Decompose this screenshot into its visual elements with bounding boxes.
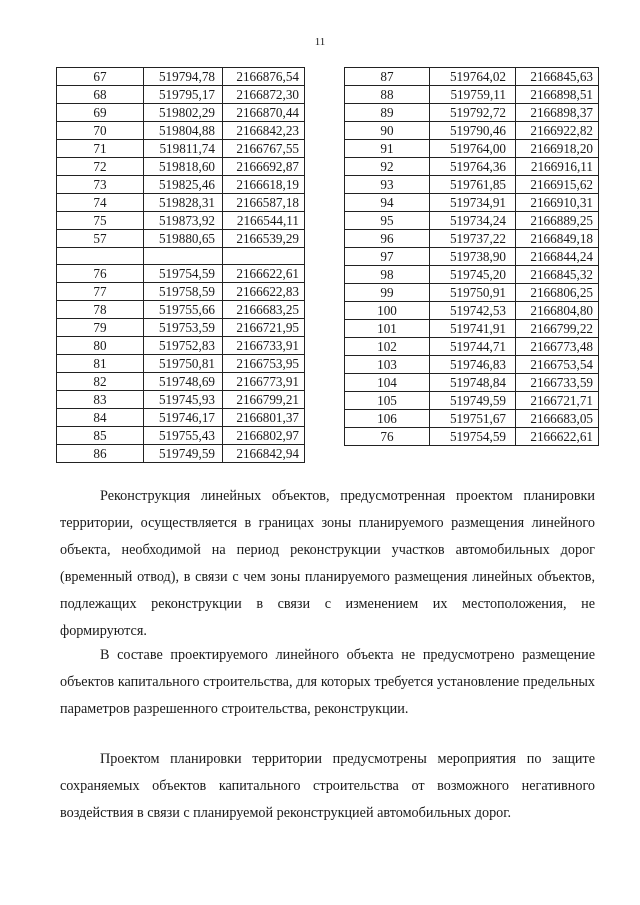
- point-number-cell: 73: [57, 176, 144, 194]
- table-row: [57, 337, 305, 355]
- x-coordinate-cell: 519751,67: [430, 410, 516, 428]
- point-number-cell: 87: [345, 68, 430, 86]
- x-coordinate-cell: 519744,71: [430, 338, 516, 356]
- y-coordinate-cell: 2166773,91: [223, 373, 305, 391]
- point-number-cell: 71: [57, 140, 144, 158]
- y-coordinate-cell: 2166898,51: [516, 86, 599, 104]
- table-row: [345, 356, 599, 374]
- y-coordinate-cell: 2166753,54: [516, 356, 599, 374]
- y-coordinate-cell: 2166692,87: [223, 158, 305, 176]
- point-number-cell: 104: [345, 374, 430, 392]
- x-coordinate-cell: 519750,81: [144, 355, 223, 373]
- x-coordinate-cell: 519804,88: [144, 122, 223, 140]
- table-row: [345, 158, 599, 176]
- table-row: [345, 320, 599, 338]
- point-number-cell: 91: [345, 140, 430, 158]
- coordinates-table-right: [344, 67, 599, 446]
- y-coordinate-cell: 2166799,21: [223, 391, 305, 409]
- point-number-cell: 68: [57, 86, 144, 104]
- y-coordinate-cell: [223, 248, 305, 265]
- table-row: [345, 428, 599, 446]
- table-row: [345, 374, 599, 392]
- y-coordinate-cell: 2166898,37: [516, 104, 599, 122]
- coordinates-table-left-body: [57, 68, 305, 463]
- x-coordinate-cell: 519802,29: [144, 104, 223, 122]
- x-coordinate-cell: 519764,00: [430, 140, 516, 158]
- y-coordinate-cell: 2166539,29: [223, 230, 305, 248]
- point-number-cell: 76: [345, 428, 430, 446]
- y-coordinate-cell: 2166587,18: [223, 194, 305, 212]
- x-coordinate-cell: 519754,59: [144, 265, 223, 283]
- y-coordinate-cell: 2166801,37: [223, 409, 305, 427]
- table-row: [345, 284, 599, 302]
- table-row: [57, 68, 305, 86]
- table-row: [345, 392, 599, 410]
- x-coordinate-cell: 519794,78: [144, 68, 223, 86]
- table-row: [345, 68, 599, 86]
- point-number-cell: 76: [57, 265, 144, 283]
- coordinates-table-left: [56, 67, 305, 463]
- table-row: [57, 122, 305, 140]
- y-coordinate-cell: 2166842,94: [223, 445, 305, 463]
- table-row: [57, 86, 305, 104]
- table-row: [345, 122, 599, 140]
- table-row: [57, 158, 305, 176]
- point-number-cell: 88: [345, 86, 430, 104]
- point-number-cell: 83: [57, 391, 144, 409]
- x-coordinate-cell: 519734,91: [430, 194, 516, 212]
- point-number-cell: 77: [57, 283, 144, 301]
- point-number-cell: 92: [345, 158, 430, 176]
- point-number-cell: 99: [345, 284, 430, 302]
- x-coordinate-cell: 519755,66: [144, 301, 223, 319]
- point-number-cell: 89: [345, 104, 430, 122]
- coordinates-table-right-body: [345, 68, 599, 446]
- point-number-cell: 105: [345, 392, 430, 410]
- paragraph-protection-measures: Проектом планировки территории предусмотрены мероприятия по защите сохраняемых объектов капитального строительства от возможного негативного воздействия в связи с планируемой реконструкцией автомобильных дорог.: [60, 751, 595, 821]
- x-coordinate-cell: 519737,22: [430, 230, 516, 248]
- y-coordinate-cell: 2166733,59: [516, 374, 599, 392]
- y-coordinate-cell: 2166910,31: [516, 194, 599, 212]
- table-row: [57, 230, 305, 248]
- point-number-cell: 103: [345, 356, 430, 374]
- x-coordinate-cell: 519748,69: [144, 373, 223, 391]
- x-coordinate-cell: 519752,83: [144, 337, 223, 355]
- point-number-cell: 100: [345, 302, 430, 320]
- table-row: [57, 355, 305, 373]
- point-number-cell: 72: [57, 158, 144, 176]
- x-coordinate-cell: 519755,43: [144, 427, 223, 445]
- table-row: [345, 302, 599, 320]
- y-coordinate-cell: 2166922,82: [516, 122, 599, 140]
- table-row: [57, 194, 305, 212]
- table-row: [345, 176, 599, 194]
- point-number-cell: 102: [345, 338, 430, 356]
- y-coordinate-cell: 2166872,30: [223, 86, 305, 104]
- table-row: [57, 265, 305, 283]
- table-row: [345, 266, 599, 284]
- table-row: [345, 248, 599, 266]
- y-coordinate-cell: 2166622,83: [223, 283, 305, 301]
- y-coordinate-cell: 2166622,61: [223, 265, 305, 283]
- table-row: [57, 104, 305, 122]
- x-coordinate-cell: 519828,31: [144, 194, 223, 212]
- table-row: [57, 212, 305, 230]
- y-coordinate-cell: 2166802,97: [223, 427, 305, 445]
- y-coordinate-cell: 2166683,05: [516, 410, 599, 428]
- y-coordinate-cell: 2166721,71: [516, 392, 599, 410]
- point-number-cell: 94: [345, 194, 430, 212]
- y-coordinate-cell: 2166870,44: [223, 104, 305, 122]
- y-coordinate-cell: 2166622,61: [516, 428, 599, 446]
- y-coordinate-cell: 2166849,18: [516, 230, 599, 248]
- y-coordinate-cell: 2166844,24: [516, 248, 599, 266]
- point-number-cell: 84: [57, 409, 144, 427]
- table-row: [57, 445, 305, 463]
- y-coordinate-cell: 2166683,25: [223, 301, 305, 319]
- point-number-cell: 78: [57, 301, 144, 319]
- y-coordinate-cell: 2166544,11: [223, 212, 305, 230]
- table-row: [345, 230, 599, 248]
- y-coordinate-cell: 2166845,32: [516, 266, 599, 284]
- x-coordinate-cell: 519764,02: [430, 68, 516, 86]
- point-number-cell: 82: [57, 373, 144, 391]
- x-coordinate-cell: 519761,85: [430, 176, 516, 194]
- x-coordinate-cell: 519749,59: [430, 392, 516, 410]
- table-row: [57, 301, 305, 319]
- y-coordinate-cell: 2166918,20: [516, 140, 599, 158]
- point-number-cell: [57, 248, 144, 265]
- x-coordinate-cell: 519753,59: [144, 319, 223, 337]
- paragraph-capital-construction: В составе проектируемого линейного объекта не предусмотрено размещение объектов капитального строительства, для которых требуется установление предельных параметров разрешенного строительства, реконструкции.: [60, 647, 595, 717]
- point-number-cell: 96: [345, 230, 430, 248]
- x-coordinate-cell: 519790,46: [430, 122, 516, 140]
- y-coordinate-cell: 2166915,62: [516, 176, 599, 194]
- x-coordinate-cell: 519734,24: [430, 212, 516, 230]
- x-coordinate-cell: 519738,90: [430, 248, 516, 266]
- point-number-cell: 81: [57, 355, 144, 373]
- table-row: [345, 194, 599, 212]
- point-number-cell: 67: [57, 68, 144, 86]
- x-coordinate-cell: 519749,59: [144, 445, 223, 463]
- table-row: [57, 373, 305, 391]
- point-number-cell: 101: [345, 320, 430, 338]
- x-coordinate-cell: 519880,65: [144, 230, 223, 248]
- y-coordinate-cell: 2166799,22: [516, 320, 599, 338]
- table-row: [57, 248, 305, 265]
- table-row: [345, 338, 599, 356]
- table-row: [57, 409, 305, 427]
- x-coordinate-cell: 519795,17: [144, 86, 223, 104]
- x-coordinate-cell: 519750,91: [430, 284, 516, 302]
- y-coordinate-cell: 2166767,55: [223, 140, 305, 158]
- point-number-cell: 57: [57, 230, 144, 248]
- point-number-cell: 86: [57, 445, 144, 463]
- y-coordinate-cell: 2166876,54: [223, 68, 305, 86]
- point-number-cell: 74: [57, 194, 144, 212]
- x-coordinate-cell: 519745,20: [430, 266, 516, 284]
- x-coordinate-cell: 519754,59: [430, 428, 516, 446]
- y-coordinate-cell: 2166845,63: [516, 68, 599, 86]
- point-number-cell: 85: [57, 427, 144, 445]
- point-number-cell: 90: [345, 122, 430, 140]
- table-row: [57, 283, 305, 301]
- y-coordinate-cell: 2166733,91: [223, 337, 305, 355]
- y-coordinate-cell: 2166916,11: [516, 158, 599, 176]
- point-number-cell: 98: [345, 266, 430, 284]
- table-row: [57, 391, 305, 409]
- x-coordinate-cell: 519758,59: [144, 283, 223, 301]
- table-row: [57, 427, 305, 445]
- point-number-cell: 79: [57, 319, 144, 337]
- point-number-cell: 95: [345, 212, 430, 230]
- point-number-cell: 70: [57, 122, 144, 140]
- x-coordinate-cell: 519825,46: [144, 176, 223, 194]
- table-row: [345, 410, 599, 428]
- x-coordinate-cell: [144, 248, 223, 265]
- y-coordinate-cell: 2166773,48: [516, 338, 599, 356]
- y-coordinate-cell: 2166721,95: [223, 319, 305, 337]
- point-number-cell: 93: [345, 176, 430, 194]
- point-number-cell: 97: [345, 248, 430, 266]
- table-row: [57, 176, 305, 194]
- y-coordinate-cell: 2166806,25: [516, 284, 599, 302]
- x-coordinate-cell: 519792,72: [430, 104, 516, 122]
- x-coordinate-cell: 519746,17: [144, 409, 223, 427]
- x-coordinate-cell: 519748,84: [430, 374, 516, 392]
- page-number: 11: [314, 36, 326, 48]
- table-row: [57, 140, 305, 158]
- point-number-cell: 69: [57, 104, 144, 122]
- y-coordinate-cell: 2166753,95: [223, 355, 305, 373]
- x-coordinate-cell: 519811,74: [144, 140, 223, 158]
- x-coordinate-cell: 519745,93: [144, 391, 223, 409]
- point-number-cell: 106: [345, 410, 430, 428]
- table-row: [345, 104, 599, 122]
- table-row: [345, 140, 599, 158]
- point-number-cell: 80: [57, 337, 144, 355]
- y-coordinate-cell: 2166889,25: [516, 212, 599, 230]
- x-coordinate-cell: 519746,83: [430, 356, 516, 374]
- x-coordinate-cell: 519741,91: [430, 320, 516, 338]
- table-row: [345, 86, 599, 104]
- y-coordinate-cell: 2166842,23: [223, 122, 305, 140]
- point-number-cell: 75: [57, 212, 144, 230]
- x-coordinate-cell: 519742,53: [430, 302, 516, 320]
- x-coordinate-cell: 519764,36: [430, 158, 516, 176]
- y-coordinate-cell: 2166618,19: [223, 176, 305, 194]
- table-row: [57, 319, 305, 337]
- table-row: [345, 212, 599, 230]
- y-coordinate-cell: 2166804,80: [516, 302, 599, 320]
- paragraph-reconstruction-zone: Реконструкция линейных объектов, предусмотренная проектом планировки территории, осуществляется в границах зоны планируемого размещения линейного объекта, необходимой на период реконструкции участков автомобильных дорог (временный отвод), в связи с чем зоны планируемого размещения линейных объектов, подлежащих реконструкции в связи с изменением их местоположения, не формируются.: [60, 488, 595, 639]
- x-coordinate-cell: 519759,11: [430, 86, 516, 104]
- x-coordinate-cell: 519818,60: [144, 158, 223, 176]
- x-coordinate-cell: 519873,92: [144, 212, 223, 230]
